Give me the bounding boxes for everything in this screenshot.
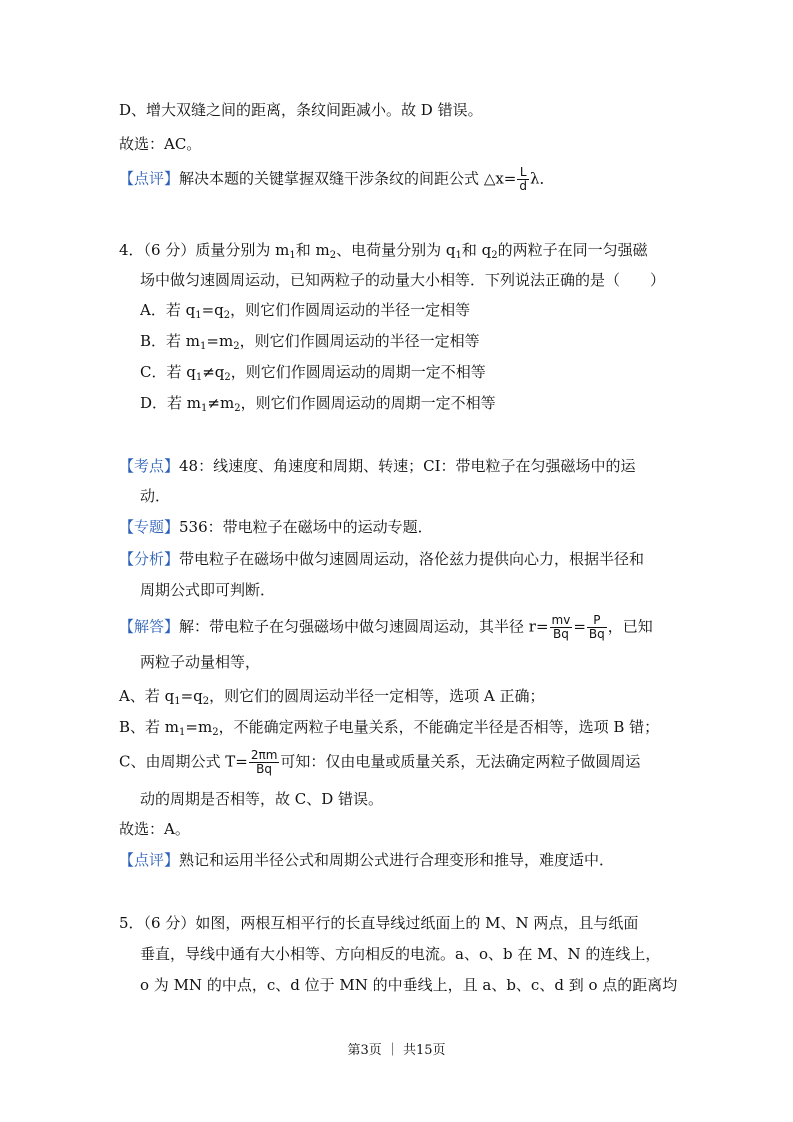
zhuanti-line: 【专题】536：带电粒子在磁场中的运动专题． (119, 518, 433, 536)
jieda-line: 【解答】解：带电粒子在匀强磁场中做匀速圆周运动，其半径 r= $\frac{mv}{Bq}$ = $\frac{P}{Bq}$ ，已知 (119, 613, 653, 641)
fraction: $\frac{P}{Bq}$ (588, 613, 605, 641)
text-line: 两粒子动量相等， (140, 653, 261, 671)
answer-line: 故选：A。 (119, 820, 190, 838)
text-line: 周期公式即可判断． (140, 581, 276, 599)
option-c: C．若 $q_1\ne q_2$，则它们作圆周运动的周期一定不相等 (140, 363, 486, 383)
kaodian-line: 【考点】48：线速度、角速度和周期、转速；CI：带电粒子在匀强磁场中的运 (119, 457, 636, 475)
comment-tag: 【点评】 (119, 169, 180, 188)
text-line: B、若 $m_1=m_2$，不能确定两粒子电量关系，不能确定半径是否相等，选项 B 错； (119, 718, 660, 738)
option-b: B．若 $m_1=m_2$，则它们作圆周运动的半径一定相等 (140, 332, 480, 352)
dianping-tag: 【点评】 (119, 851, 180, 869)
page-footer: 第3页 ｜ 共15页 (347, 1043, 446, 1058)
text-line: D、增大双缝之间的距离，条纹间距减小。故 D 错误。 (119, 101, 483, 119)
question-stem: 5．（6 分）如图，两根互相平行的长直导线过纸面上的 M、N 两点，且与纸面 (119, 914, 639, 932)
fraction: $\frac{L}{d}$ (519, 165, 528, 193)
option-a: A．若 $q_1=q_2$，则它们作圆周运动的半径一定相等 (140, 301, 471, 321)
fenxi-tag: 【分析】 (119, 550, 180, 568)
option-d: D．若 $m_1\ne m_2$，则它们作圆周运动的周期一定不相等 (140, 394, 496, 414)
jieda-tag: 【解答】 (119, 617, 180, 636)
fenxi-line: 【分析】带电粒子在磁场中做匀速圆周运动，洛伦兹力提供向心力，根据半径和 (119, 550, 645, 568)
question-stem: o 为 MN 的中点，c、d 位于 MN 的中垂线上，且 a、b、c、d 到 o 点的距离均 (140, 976, 678, 994)
fraction: $\frac{2\pi m}{Bq}$ (250, 748, 278, 776)
comment-line: 【点评】解决本题的关键掌握双缝干涉条纹的间距公式 △x= $\frac{L}{d}$ λ． (119, 165, 555, 193)
dianping-line: 【点评】熟记和运用半径公式和周期公式进行合理变形和推导，难度适中． (119, 851, 615, 869)
question-stem: 垂直，导线中通有大小相等、方向相反的电流。a、o、b 在 M、N 的连线上， (140, 945, 661, 963)
text-line: 动的周期是否相等，故 C、D 错误。 (140, 790, 384, 808)
text-line: 故选：AC。 (119, 135, 202, 153)
text-line: C、由周期公式 T= $\frac{2\pi m}{Bq}$ 可知：仅由电量或质量关系，无法确定两粒子做圆周运 (119, 748, 641, 776)
text-line: A、若 $q_1=q_2$，则它们的圆周运动半径一定相等，选项 A 正确； (119, 687, 545, 707)
zhuanti-tag: 【专题】 (119, 518, 180, 536)
question-stem: 4．（6 分）质量分别为 $m_1$和 $m_2$、电荷量分别为 $q_1$和 $q_2$的两粒子在同一匀强磁 (119, 241, 648, 261)
text-line: 动． (140, 487, 171, 505)
question-stem: 场中做匀速圆周运动，已知两粒子的动量大小相等．下列说法正确的是（ ） (140, 271, 666, 289)
kaodian-tag: 【考点】 (119, 457, 180, 475)
fraction: $\frac{mv}{Bq}$ (551, 613, 571, 641)
